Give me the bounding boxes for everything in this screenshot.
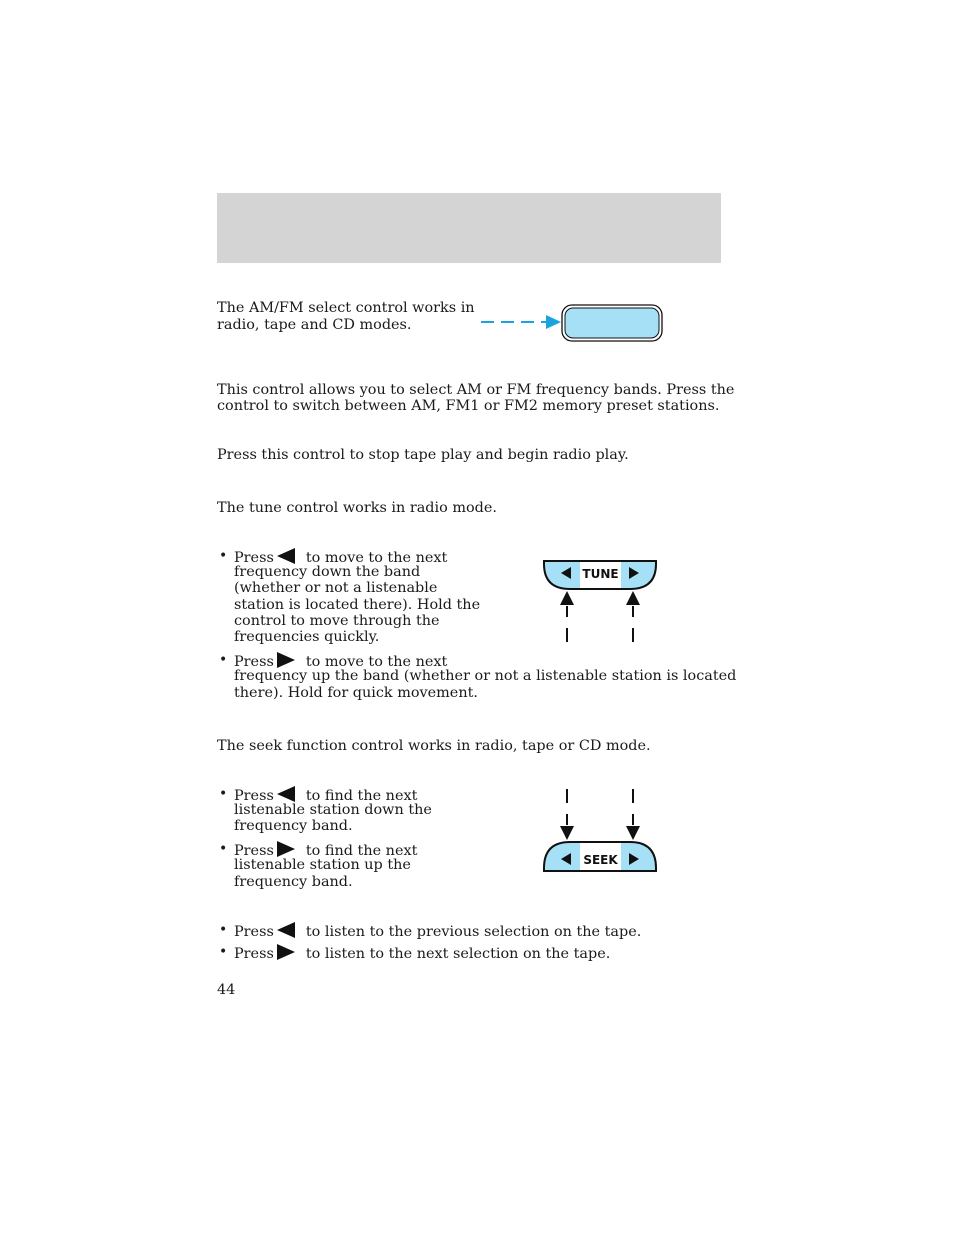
amfm-desc-line1: This control allows you to select AM or FM frequency bands. Press the xyxy=(217,382,735,398)
seek-bullet2-line2: listenable station up the xyxy=(234,857,411,873)
tune-bullet1-line5: control to move through the xyxy=(234,613,440,629)
bullet-dot: • xyxy=(219,786,228,802)
seek-bullet1-line2: listenable station down the xyxy=(234,802,432,818)
bullet-dot: • xyxy=(219,841,228,857)
amfm-intro-line1: The AM/FM select control works in xyxy=(217,300,475,316)
bullet-text: to move to the next xyxy=(305,550,448,566)
tape-bullet2 xyxy=(234,944,610,962)
tune-bullet1-line3: (whether or not a listenable xyxy=(234,580,438,596)
press-word: Press xyxy=(234,843,274,859)
press-word: Press xyxy=(234,924,274,940)
tune-button xyxy=(544,561,656,589)
tune-bullet1-line2: frequency down the band xyxy=(234,564,421,580)
section-header-band xyxy=(217,193,721,263)
bullet-text: to listen to the previous selection on the tape. xyxy=(305,924,642,940)
tune-bullet2-line3: there). Hold for quick movement. xyxy=(234,685,478,701)
bullet-dot: • xyxy=(219,922,228,938)
tune-button-illustration xyxy=(540,558,660,648)
bullet-text: to find the next xyxy=(305,843,418,859)
bullet-dot: • xyxy=(219,944,228,960)
tune-up-arrows xyxy=(560,591,640,642)
amfm-button xyxy=(562,305,662,341)
press-word: Press xyxy=(234,654,274,670)
tape-bullet1 xyxy=(234,922,641,940)
bullet-text: to find the next xyxy=(305,788,418,804)
press-word: Press xyxy=(234,946,274,962)
tune-bullet2-line2: frequency up the band (whether or not a listenable station is located xyxy=(234,668,737,684)
left-arrow-icon xyxy=(277,922,295,938)
seek-bullet2-line3: frequency band. xyxy=(234,874,353,890)
page-number: 44 xyxy=(217,982,236,998)
amfm-button-illustration xyxy=(478,302,668,346)
amfm-intro-line2: radio, tape and CD modes. xyxy=(217,317,412,333)
seek-button-label: SEEK xyxy=(583,853,618,867)
tune-button-label: TUNE xyxy=(582,567,619,581)
seek-button xyxy=(544,842,656,871)
amfm-desc-line2: control to switch between AM, FM1 or FM2 memory preset stations. xyxy=(217,398,720,414)
tune-intro: The tune control works in radio mode. xyxy=(217,500,497,516)
tune-bullet1-line6: frequencies quickly. xyxy=(234,629,380,645)
seek-button-illustration xyxy=(540,786,660,876)
amfm-tape-line: Press this control to stop tape play and begin radio play. xyxy=(217,447,629,463)
left-arrow-icon xyxy=(277,786,295,802)
right-arrow-icon xyxy=(277,652,295,668)
bullet-text: to move to the next xyxy=(305,654,448,670)
right-arrow-icon xyxy=(277,841,295,857)
tune-bullet1-line4: station is located there). Hold the xyxy=(234,597,481,613)
left-arrow-icon xyxy=(277,548,295,564)
bullet-text: to listen to the next selection on the tape. xyxy=(305,946,611,962)
bullet-dot: • xyxy=(219,652,228,668)
press-word: Press xyxy=(234,788,274,804)
seek-bullet1-line3: frequency band. xyxy=(234,818,353,834)
dashed-pointer-arrow xyxy=(481,315,561,329)
bullet-dot: • xyxy=(219,548,228,564)
press-word: Press xyxy=(234,550,274,566)
seek-down-arrows xyxy=(560,789,640,840)
seek-intro: The seek function control works in radio, tape or CD mode. xyxy=(217,738,651,754)
right-arrow-icon xyxy=(277,944,295,960)
